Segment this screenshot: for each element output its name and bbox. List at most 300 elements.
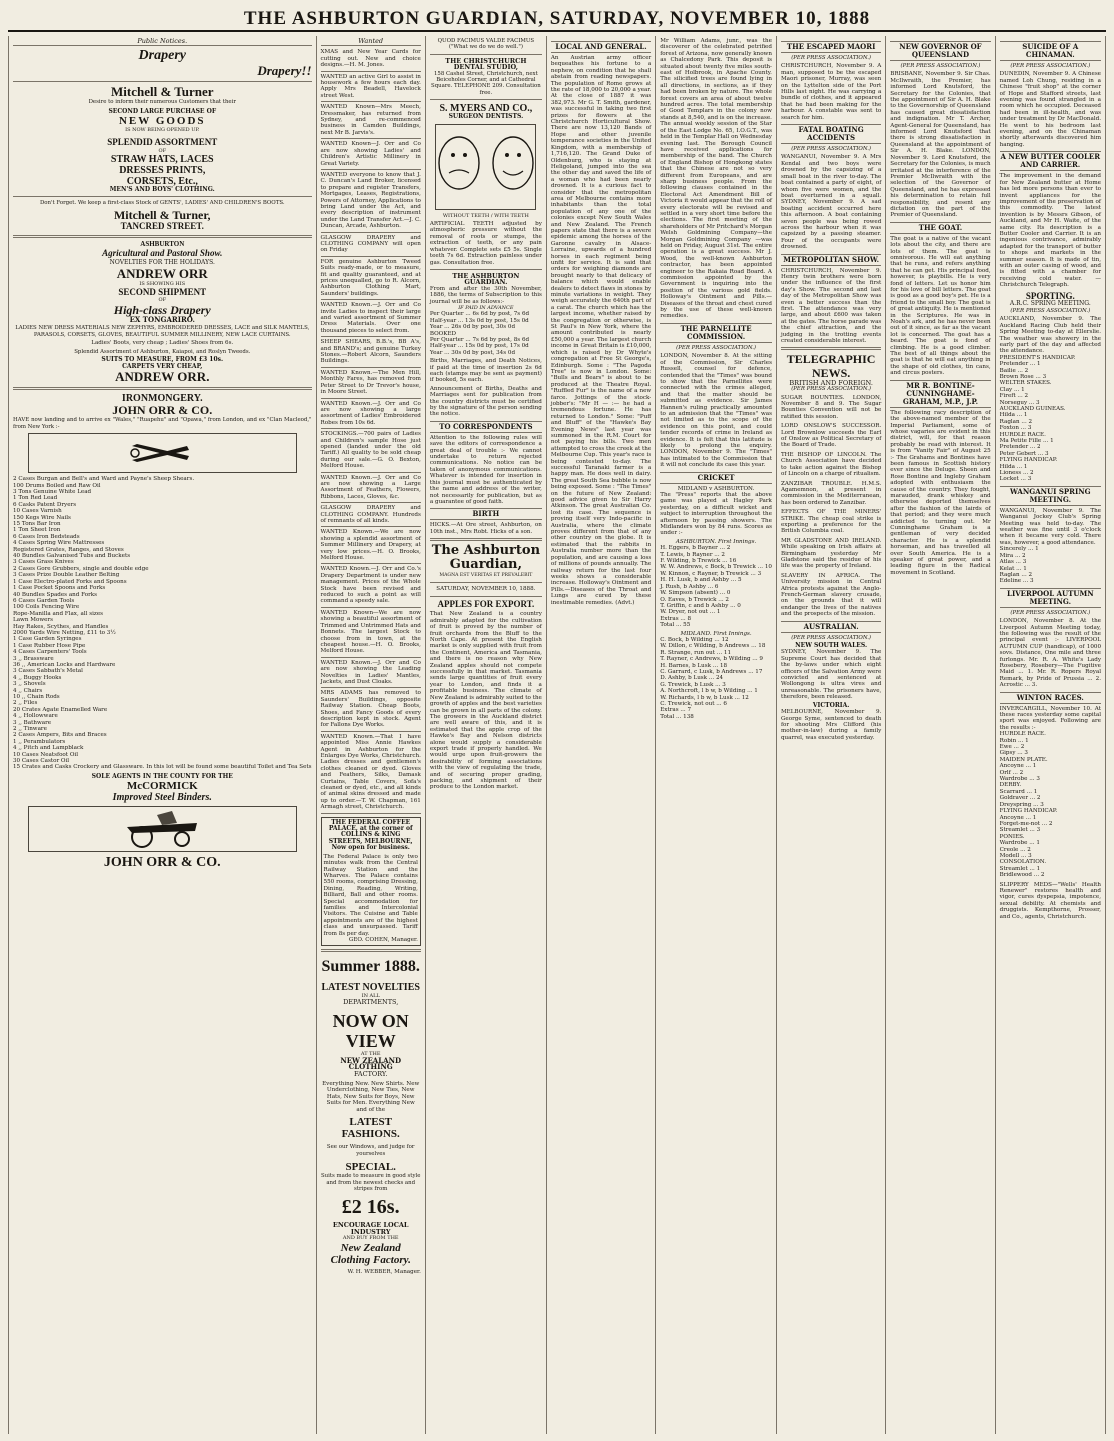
metro-title: METROPOLITAN SHOW. [781,254,881,266]
classified-ad: WANTED Known.—J. Orr and Co.'s Drapery Department is under new management. Prices of the Whole Stock have been revised and reduced to such a point as will command a speedy sale. [321,565,421,607]
terms-title: IF PAID IN ADVANCE [458,304,514,311]
column-2 [317,36,426,1434]
newspaper-page [8,36,1106,1434]
british-foreign: BRITISH AND FOREIGN. [789,378,873,387]
classified-ad: FOR genuine Ashburton Tweed Suits ready-made, or to measure, fit and quality guaranteed, and at prices unequalled, go to R. Alcorn, Ashburton Clothing Mart, Saunders' buildings. [321,258,421,300]
fatal-body: WANGANUI, November 9. A Mrs Kendal and two boys were drowned by the capsizing of a small boat in the river to-day. The boat contained a party of eight, of whom five were women, and the boat overturned in a squall. SYDNEY, November 9. A sad boating accident occurred here this afternoon. A boat containing seven people was being rowed across the harbour when it was capsized by a passing steamer. Four of the occupants were drowned. [780,154,882,251]
result-row: Ancoyne ... 1 [999,814,1037,821]
result-row: Wardrobe ... 1 [999,840,1040,847]
result-row: Mira ... 2 [999,552,1026,559]
classified-ad: GLASGOW DRAPERY and CLOTHING COMPANY. Hundreds of remnants of all kinds. [321,504,421,527]
stock-item: 3 ,, Bathware [13,719,52,726]
terms-row: Per Quarter ... 7s 6d by post, 8s 6d [429,336,530,343]
butter-cooler-body: The improvement in the demand for New Zealand butter at Home has led more persons than ever to invent appliances for the improvement of the preservation of this commodity. The latest invention is by Messrs Gibson, of Auckland, and Mr H. Waite, of the same city. Its description is a Butter Cooler and Carrier. It is an ingenious contrivance, admirably adapted for the transport of butter to shops and markets in the summer season. It is made of tin, with an outer casing of wood, and is fitted with a chamber for receiving cold water. — Christchurch Telegraph. [999,173,1101,289]
ex-tongariro: EX TONGARIRO. [129,315,195,325]
result-row: Lioness ... 2 [999,470,1034,477]
nz-clothing: NEW ZEALAND CLOTHING [340,1055,402,1072]
telegram-item: SLAVERY IN AFRICA. The University mission in Central Africa protests against the Anglo-French-German slavery crusade, on the grounds that it will endanger the lives of the natives and the prospects of the mission. [780,572,882,618]
tweeds: Splendid Assortment of Ashburton, Kaiapoi, and Roslyn Tweeds. [74,348,251,355]
stock-item: 1 Ton Red Lead [13,495,58,502]
stock-item: 1 Ton Sheet Iron [13,527,61,534]
result-row: Forget-me-not ... 2 [999,820,1053,827]
column-label: Public Notices. [13,38,312,46]
second-purchase: SECOND LARGE PURCHASE OF [108,107,217,115]
result-row: Sincerely ... 1 [999,546,1039,553]
suicide-sub: (PER PRESS ASSOCIATION.) [1010,63,1091,69]
graham-title: MR R. BONTINE-CUNNINGHAME-GRAHAM, M.P., J.P. [890,380,990,408]
result-row: Goldraver ... 2 [999,795,1041,802]
score-row: Extras ... 7 [660,707,692,714]
stock-item: 3 Cases Prize Double Leather Belting [13,572,120,579]
stock-item: 100 Drums Boiled and Raw Oil [13,482,101,489]
parnell-body: LONDON, November 8. At the sitting of the Commission, Sir Charles Russell, counsel for defence, contended that the "Times" was bound to show that the Parnellites were connected with the crimes alleged, and that the matter should be submitted as evidence. Sir James Hannen's ruling practically amounted to an admission that the "Times" was not limited as to the scope of the evidence on this point, and could tender records of crime in Ireland as evidence. It is felt that this latitude is likely to prolong the enquiry. LONDON, November 9. The "Times" has intimated to the Commission that it will not conclude its case this year. [660,353,772,469]
nsw-body: SYDNEY, November 9. The Supreme Court has decided that the by-laws under which eight officers of the Salvation Army were convicted and sentenced at Wollongong is ultra vires and unreasonable. The prisoners have, therefore, been released. [780,649,882,701]
australian-sub: (PER PRESS ASSOCIATION.) [791,634,872,641]
score-row: W. Dillon, c Wilding, b Andrews ... 18 [660,643,766,650]
score-row: Extras ... 8 [660,615,692,622]
wanted-ads [321,48,421,813]
stock-item: 10 Cases Varnish [13,508,62,515]
score-row: C. Bock, b Wilding ... 12 [660,636,729,643]
score-row: D. Ashby, b Lusk ... 24 [660,675,724,682]
result-row: Orlf ... 2 [999,769,1024,776]
stock-item: 4 ,, Chairs [13,687,43,694]
stock-item: 2 ,, Tinware [13,726,47,733]
fatal-sub: (PER PRESS ASSOCIATION.) [791,146,872,153]
motto: QUOD FACIMUS VALDE FACIMUS ("What we do we do well.") [437,38,535,51]
result-row: CONSOLATION. [999,859,1047,866]
column-3 [426,36,547,1434]
classified-ad: WANTED Known—Mrs Meech, Dressmaker, has returned from Sydney, and re-commenced business in Camden Buildings, next Mr B. Jarvis's. [321,103,421,139]
midland-scores [660,637,772,720]
drapery-heading-2: Drapery!! [257,62,312,78]
result-row: Wardrobe ... 3 [999,776,1040,783]
masthead: THE ASHBURTON GUARDIAN, SATURDAY, NOVEMBER 10, 1888 [8,6,1106,32]
surgeon-dentists: SURGEON DENTISTS. [448,113,524,121]
score-row: J. Rush, b Ashby ... 6 [660,583,719,590]
classified-ad: WANTED Known—J. Orr and Co are now showing Ladies' and Children's Artistic Millinery in Great Variety. [321,140,421,170]
stock-item: 2 Cases Ampers, Bits and Braces [13,732,107,739]
liverpool-title: LIVERPOOL AUTUMN MEETING. [1000,588,1101,608]
stock-item: 4 ,, Hollowware [13,713,58,720]
result-row: Gipsy ... 3 [999,750,1028,757]
result-row: Kelat ... 1 [999,565,1027,572]
metro-body: CHRISTCHURCH, November 9. Henry twin brothers were born under the influence of the first day's Show. The second and last day of the Metropolitan Show was even a better success than the first. The attendance was very large, and about £600 was taken at the gates. The horse parade was the chief attraction, and the judging in the trotting events created considerable interest. [780,267,882,345]
firm-name-2: Mitchell & Turner, [113,207,211,222]
stock-item: Rope-Manilla and Flax, all sizes [13,610,103,617]
result-row: Ancoyne ... 1 [999,763,1037,770]
see-windows: See our Windows, and judge for yourselves [326,1144,415,1157]
birth-title: BIRTH [430,508,542,520]
stock-item: 2 ,, Files [13,700,38,707]
result-row: Modell ... 3 [999,852,1032,859]
result-row: Hilda ... 1 [999,463,1028,470]
illustration-caption: WITHOUT TEETH / WITH TEETH [442,212,529,219]
score-row: T. Rayner, c Andrews, b Wilding ... 9 [660,656,763,663]
result-row: Raglan ... 2 [999,571,1033,578]
terms-row: Per Quarter ... 6s 6d by post, 7s 6d [429,311,530,318]
stock-item: 4 ,, Buggy Hooks [13,674,62,681]
correspondents-body: Attention to the following rules will save the editors of correspondence a great deal of trouble :- We cannot undertake to return rejected communications. No notice can be taken of anonymous communications. Whatever is intended for insertion in this journal must be authenticated by the name and address of the writer, not necessarily for publication, but as a guarantee of good faith. [429,434,542,505]
score-row: W. Simpson (absent) ... 0 [660,590,731,597]
telegraphic-title: TELEGRAPHIC NEWS. [786,352,876,380]
result-row: Streamlet ... 1 [999,865,1041,872]
stock-item: Hay Rakes, Scythes, and Handles [13,623,109,630]
result-row: Dreyspring ... 3 [999,801,1044,808]
result-row: Creole ... 2 [999,846,1031,853]
landing-notice: HAVE now landing and to arrive ex "Wales," "Ruapehu" and "Opawa," from London, and ex "Clan Macleod," from New York :- [13,417,312,430]
result-row: Hilda ... 1 [999,412,1028,419]
stock-item: 1 Case Electro-plated Forks and Spoons [13,578,127,585]
stock-item: 4 Cases Spring Wire Mattresses [13,540,105,547]
tancred-street: TANCRED STREET. [120,221,204,231]
classified-ad: WANTED Known—We are now showing a beautiful assortment of Trimmed and Untrimmed Hats and Bonnets. The largest Stock to choose from in town, at the cheapest house.—H. O. Brooks, Melford House. [321,609,421,658]
score-row: T. Lewis, b Rayner ... 2 [660,551,725,558]
telegram-item: ZANZIBAR TROUBLE. H.M.S. Agamemnon, at present in commission in the Mediterranean, has been ordered to Zanzibar. [780,480,882,506]
result-row: FLYING HANDICAP. [999,457,1058,464]
result-row: Raglan ... 2 [999,418,1033,425]
liverpool-sub: (PER PRESS ASSOCIATION.) [1010,609,1091,616]
column-label-2: Wanted [321,38,421,46]
score-row: R. Strange, run out ... 11 [660,649,732,656]
result-row: Brown Rose ... 3 [999,373,1047,380]
result-row: FLYING HANDICAP. [999,808,1058,815]
encourage: ENCOURAGE LOCAL INDUSTRY [332,1221,409,1236]
stock-item: 15 Tons Bar Iron [13,521,61,528]
latest-novelties: LATEST NOVELTIES [321,981,420,993]
stock-item: 3 Tons Genuine White Lead [13,489,92,496]
shears-icon [127,438,197,468]
telegram-item: THE BISHOP OF LINCOLN. The Church Association have decided to take action against the Bishop of Lincoln on a charge of ritualism. [780,451,882,478]
of-label: OF [158,147,167,154]
ashburton-innings: ASHBURTON. First Innings. [675,538,757,545]
cricket-title: CRICKET [660,472,772,484]
result-row: Norseguy ... 3 [999,399,1040,406]
score-row: C. Garrard, c Lusk, b Andrews ... 17 [660,668,763,675]
dental-body: 158 Cashel Street, Christchurch, next Beiceholes Corner, and at Cathedral Square. TELEPHONE 209. Consultation free. [431,70,541,96]
vic-title: VICTORIA. [812,701,850,709]
result-row: Ewe ... 2 [999,744,1025,751]
terms-row: Half-year ... 15s 0d by post, 17s 0d [429,343,529,350]
score-row: Total ... 55 [660,622,691,629]
classified-ad: SHEEP SHEARS, B.B.'s, BB A's, and BRAND's; and genuine Turkey Stones.—Robert Alcorn, Saunders Buildings. [321,338,421,368]
score-row: H. Barnes, b Lusk ... 18 [660,662,728,669]
stock-item: 2000 Yards Wire Netting, £11 to 3½ [13,629,116,636]
dental-studio: THE CHRISTCHURCH DENTAL STUDIO, [445,56,527,72]
teeth-illustration [435,124,536,210]
result-row: HURDLE RACE. [999,431,1046,438]
arc-body: AUCKLAND, November 9. The Auckland Racing Club held their Spring Meeting to-day at Ellerslie. The weather was showery in the early part of the day and affected the attendance. [999,316,1101,355]
classified-ad: WANTED Known.—J. Orr and Co are now showing the Leading Novelties in Ladies' Mantles, Jackets, and Dust Cloaks. [321,659,421,689]
escaped-body: CHRISTCHURCH, November 9. A man, supposed to be the escaped Maori prisoner, Murray, was seen on the Lyttelton side of the Port Hills last night. He was carrying a bundle of clothes, and it appeared that he had been making for the harbour. A constable was sent to search for him. [780,63,882,121]
result-row: AUCKLAND GUINEAS. [999,405,1066,412]
arc-sub: (PER PRESS ASSOCIATION.) [1010,307,1091,314]
stock-item: 3 Cases Sabbath's Metal [13,668,83,675]
terms-row: Half-year ... 13s 0d by post, 15s 0d [429,317,529,324]
result-row: HURDLE RACE. [999,731,1046,738]
binder-illustration [28,806,297,852]
terms-row: BOOKED [429,330,457,337]
ashburton-label: ASHBURTON [140,239,185,248]
andrew-orr: ANDREW ORR [116,265,208,281]
fatal-title: FATAL BOATING ACCIDENTS [781,124,881,144]
score-row: C. Trewick, not out ... 6 [660,701,727,707]
nsw-title: NEW SOUTH WALES. [795,642,868,650]
liverpool-body: LONDON, November 8. At the Liverpool Autumn Meeting today, the following was the result of the principal event :- LIVERPOOL AUTUMN CUP (handicap), of 1000 sovs. Distance, One mile and three furlongs. Mr. R. A. White's Lady Rosebery, Rosebery—The Fugitive Maid ... 1. Mr. R. Ropers Royal Remark, by Pride of Prussia ... 2. Acrostic ... 3. [999,618,1101,689]
column-5 [656,36,777,1434]
firm-name: Mitchell & Turner [110,84,214,100]
telegram-item: LORD ONSLOW'S SUCCESSOR. Lord Brownlow succeeds the Earl of Onslow as Political Secretary of the Board of Trade. [780,423,882,449]
result-row: Bailie ... 2 [999,367,1029,374]
governor-body: BRISBANE, November 9. Sir Chas. McIlwraith, the Premier, has informed Lord Knutsford, the Secretary for the Colonies, that the appointment of Sir A. H. Blake to the Governorship of Queensland has caused great dissatisfaction and indignation. Mr T. Archer, Agent-General for Queensland, has informed Lord Knutsford that there is strong dissatisfaction in Queensland at the appointment of Sir A. H. Blake. LONDON, November 9. Lord Knutsford, the Secretary for the Colonies, is much irritated at the interference of the Premier McIlwraith with the selection of the Governor of Queensland, and he has expressed his determination to retain full responsibility, and resent any dictation on the part of the Premier of Queensland. [890,71,991,219]
corsets: CORSETS, Etc., [126,176,198,187]
ladies-materials: LADIES NEW DRESS MATERIALS NEW ZEPHYRS, EMBROIDERED DRESSES, LACE and SILK MANTELS, PARASOLS, CORSETS, GLOVES, BEAUTIFUL SUMMER MILLINERY, NEW LACE CURTAINS. [15,325,310,338]
stock-item: 1 ,, Perambulators [13,738,66,745]
carpets: CARPETS VERY CHEAP, [122,362,203,370]
column-8 [996,36,1105,1434]
classified-ad: MRS ADAMS has removed to Saunders' Buildings, opposite Railway Station. Cheap Boots, Shoes, and Fancy Goods of every description kept in stock. Agent for Fallons Dye Works. [321,689,421,731]
score-row: W. W. Andrews, c Bock, b Trewick ... 10 [660,564,772,571]
straw-hats: STRAW HATS, LACES [110,154,214,165]
latest-fashions: LATEST FASHIONS. [341,1116,400,1141]
score-row: F. Wilding, b Trewick ... 16 [660,558,737,565]
wanganui-title: WANGANUI SPRING MEETING. [1000,486,1101,506]
winton-body: INVERCARGILL, November 10. At these races yesterday some capital sport was enjoyed. Following are the results :- [999,705,1101,731]
drapery-heading: Drapery [138,48,186,64]
of-label-2: OF [158,297,167,304]
suicide-body: DUNEDIN, November 9. A Chinese named Loh Chung, residing in a Chinese "fruit shop" at the corner of Hope and Stafford streets, last evening was found strangled in a room which he occupied. Deceased had been in ill-health, and was under treatment by Dr MacDonald. He went to his bedroom last evening, and on the Chinaman shortly afterwards discovered him hanging. [999,71,1101,148]
tele-sub: (PER PRESS ASSOCIATION.) [791,386,872,393]
stock-item: 20 Crates Agate Enamelled Ware [13,706,108,713]
mens-clothing: MEN'S AND BOYS' CLOTHING. [109,186,215,193]
score-row: G. Trewick, b Lusk ... 3 [660,681,726,688]
issue-date: SATURDAY, NOVEMBER 10, 1888. [436,586,536,593]
score-row: A. Northcroft, l b w, b Wilding ... 1 [660,688,758,695]
now-on-view: NOW ON VIEW [332,1010,409,1051]
price: £2 16s. [341,1196,400,1219]
andrew-orr-2: ANDREW ORR. [115,368,210,384]
stock-item: 36 ,, American Locks and Hardware [13,661,116,668]
result-row: MAIDEN PLATE. [999,756,1048,763]
result-row: Peter Gebert ... 3 [999,450,1049,457]
governor-title: NEW GOVERNOR OF QUEENSLAND [890,41,990,61]
closing-ad: SLIPPERY MEDS—"Wells' Health Renewer" restores health and vigor, cures dyspepsia, impotence, sexual debility. At chemists and druggists. Kempthorne, Prosser, and Co., agents, Christchurch. [999,881,1101,920]
column-7 [886,36,995,1434]
birth-body: HICKS.—At Ore street, Ashburton, on 10th inst., Mrs Robt. Hicks of a son. [429,522,542,535]
classified-ad: WANTED everyone to know that J. C. Duncan's Land Broker, licensed to prepare and register Transfers, Mortgages, Leases, Registrations, Powers of Attorney, Applications to bring Land under the Act, and every description of instrument under the Land Transfer Act.—J. C. Duncan, Arcade, Ashburton. [321,171,421,233]
stock-item: 150 Kegs Wire Nails [13,514,71,521]
result-row: Pretender ... 2 [999,444,1041,451]
stock-item: 1 Case Rubber Hose Pipe [13,642,86,649]
terms-row: Year ... 26s 0d by post, 30s 0d [429,324,516,331]
ironmongery: IRONMONGERY. [121,393,203,405]
summer-heading: Summer 1888. [321,958,420,976]
result-row: Foxton ... 3 [999,425,1032,432]
mccormick: McCORMICK [126,780,198,793]
result-row: Locket ... 3 [999,476,1032,483]
coffee-palace-title: THE FEDERAL COFFEE PALACE, at the corner of COLLINS & KING STREETS, MELBOURNE, Now open for business. [328,818,413,852]
arc-title: A.R.C. SPRING MEETING. [1009,300,1091,308]
novelties: NOVELTIES FOR THE HOLIDAYS. [109,259,215,267]
midland-innings: MIDLAND. First Innings. [680,630,752,637]
guardian-terms-title: THE ASHBURTON GUARDIAN. [452,271,520,287]
butter-cooler-title: A NEW BUTTER COOLER AND CARRIER. [1000,152,1101,170]
telegram-item: EFFECTS OF THE MINERS' STRIKE. The cheap coal strike is exporting a preference for the British Columbia coal. [780,509,882,535]
second-shipment: SECOND SHIPMENT [118,286,207,297]
paper-title: The Ashburton Guardian, [431,543,541,573]
coffee-palace-body: The Federal Palace is only two minutes walk from the Central Railway Station and the Wharves. The Palace contains 550 rooms, comprising Dressing, Dining, Reading, Writing, Billiard, Ball and other rooms. Special accommodation for families and Intercolonial Visitors. The Cuisine and Table appointments are of the highest class and unsurpassed. Tariff from 8s per day. [323,853,418,937]
stock-item: 2 Cases Gore Grubbers, single and double edge [13,565,149,572]
result-row: Atlas ... 3 [999,559,1027,566]
telegraphic-items [781,395,881,618]
stock-item: 4 ,, Pitch and Lampblack [13,745,84,752]
in-all: IN ALL [361,992,380,999]
classified-ad: WANTED Known.—The Men Hill, Monthly Fares, has removed from Peter Street to Dr Trevor's house, in Moore Street. [321,369,421,399]
dont-forget: Don't Forget. We keep a first-class Stock of GENTS', LADIES' AND CHILDREN'S BOOTS. [39,200,285,207]
webber: W. H. WEBBER, Manager. [347,1268,421,1275]
arc-results [1000,355,1101,483]
score-row: W. Kinnon, c Rayner, b Trewick ... 3 [660,570,762,577]
cricket-intro: The "Press" reports that the above game was played at Hagley Park yesterday, on a difficult wicket and subject to interruption throughout the afternoon by passing showers. The Midlanders won by 84 runs. Scores as under :- [660,492,772,537]
suicide-title: SUICIDE OF A CHINAMAN. [1000,41,1101,61]
is-showing: IS SHOWING HIS [139,281,186,288]
escaped-sub: (PER PRESS ASSOCIATION.) [791,55,872,61]
sporting-title: SPORTING. [1025,290,1075,301]
announce-terms: Announcement of Births, Deaths and Marriages sent for publication from the country districts must be certified by the signature of the person sending the notice. [429,385,542,418]
result-row: WELTER STAKES. [999,380,1052,387]
local-continued: Mr William Adams, junr., was the discoverer of the celebrated petrified forest of Arizona, now generally known as Chalcedony Park. This deposit is situated about twenty five miles south-east of Holbrook, in Apache County. The silicified trees are found lying in all directions, in sections, as if they had been broken by nature. The whole forest covers an area of about twelve hundred acres. The total membership of Good Templars in the colony now stands at 8,540, and is on the increase. The annual weekly session of the Star of the East Lodge No. 65, I.O.G.T., was held in the Templar Hall on Wednesday evening last. The Borough Council have received applications for membership of the band. The Church of England Bishop of Hongkong states that the Chinese are not so very different from Europeans, and are sharp business people. From the following clauses contained in the Electoral Act Amendment Bill of Victoria it would appear that the roll of every electorate will be revised and settled in a very short time before the elections. The first meeting of the shareholders of Mr Pritchard's Morgan Welsh Goldmining Company—the Morgan Goldmining Company —was held on Friday, August 31st. The entire operation is a great success. Mr J. Wood, the well-known Ashburton contractor, has been appointed engineer to the Rakaia Road Board. A commission appointed by the Government is inquiring into the position of the various gold fields. Holloway's Ointment and Pills.—Diseases of the throat and chest cured by the use of these well-known remedies. [660,38,772,320]
terms-row: Year ... 30s 0d by post, 34s 0d [429,349,516,356]
telegram-item: SUGAR BOUNTIES. LONDON, November 8 and 9. The Sugar Bounties Convention will not be ratified this session. [780,394,882,420]
governor-sub: (PER PRESS ASSOCIATION.) [900,63,981,69]
classified-ad: WANTED Known.—J. Orr and Co invite Ladies to inspect their large and varied assortment of Summer Dress Materials. Over one thousand pieces to select from. [321,301,421,337]
paper-motto: MAGNA EST VERITAS ET PREVALEBIT [439,572,533,578]
stock-item: 1 Case Pocket Spoons and Forks [13,585,106,592]
shears-illustration [28,433,297,473]
midland-title: MIDLAND v ASHBURTON. [677,485,755,492]
stock-item: 6 Cases Garden Tools [13,597,75,604]
ashburton-scores [660,545,772,628]
new-goods: NEW GOODS [118,115,206,128]
score-row: H. Eggers, b Bayner ... 2 [660,545,731,552]
lead-title: APPLES FOR EXPORT. [437,598,535,609]
wanganui-body: WANGANUI, November 9. The Wanganui Jockey Club's Spring Meeting was held to-day. The weather was fine until 3 o'clock when it became very cold. There was, however, a good attendance. [999,507,1101,546]
classified-ad: WANTED Known.—We are now showing a splendid assortment of Summer Millinery and Drapery, at very low prices.—H. O. Brooks, Melford House. [321,528,421,564]
john-orr-2: JOHN ORR & CO. [103,855,221,871]
stock-item: 10 Cases Neatsfoot Oil [13,751,78,758]
local-general-body: An Austrian army officer bequeathes his fortune to a nephew, on condition that he shall abstain from reading newspapers. The population of Rome grows at the rate of 18,000 to 20,000 a year. At the close of 1887 it was 382,973. Mr G. T. Smith, gardener, was successful in taking two first prizes for flowers at the Christchurch Horticultural Show. There are now 13,120 Bands of Hope and other juvenile temperance societies in the United Kingdom, with a membership of 1,716,120. The Grand Duke of Oldenburg, who is staying at Heligoland, jumped into the sea the other day and saved the life of a woman who had been nearly drowned. It is a curious fact to consider that the metropolitan area of Melbourne contains more inhabitants than the total population of any one of the colonies except New South Wales and New Zealand. The French papers state that there is a severe epidemic among the horses of the Garonne cavalry in Alsace-Lorraine, upwards of a hundred horses in each regiment being unfit for service. It is said that orders for weighing diamonds are brought nearly to that delicacy of balance which would enable dealers to detect flaws in stones by minute variations in weight. They weigh accurately the 640th part of a carat. The church which has the largest income, whether raised by the congregation or otherwise, is St Paul's in New York, where the amount contributed is nearly £50,000 a year. The largest church income in Great Britain is £10,000, which is raised by Dr Whyte's congregation at Free St George's, Edinburgh. Some : "The Pagoda Tree" is now in London. Some: "Bulls and Bears" is about to be produced at the Theatre Royal. "Ruffled Fur" is the name of a new farce. Jottings of the stock-jobber's: "Mr H — :— he had a tremendous fortune. He has returned to London." Some: "Puff and Bluff" of the "Hawke's Bay Evening News" last year was summoned in the R.M. Court for not paying his bills. Two men attempted to cross the creek at the Melbourne Cup. This year's race is being contested to-day. The successful Taranaki farmer is a happy man. He does well in dairy. The great South Sea bubble is now being exposed. Some : "The Times" on the future of New Zealand: good advice given to Sir Harry Atkinson. The great Australian Co. lost its case. The sequence is proving itself very Indo-pacific in Australia, where the climate proves different from that of any other country on the globe. It is estimated that the rabbits in Australia number more than the population, and are causing a loss of millions of pounds annually. The railway return for the last four weeks shows a considerable increase. Holloway's Ointment and Pills.—Diseases of the Throat and Lungs are cured by these inestimable remedies. (Advt.) [550,55,652,606]
result-row: PRESIDENT'S HANDICAP. [999,354,1076,361]
stock-item: 3 ,, Brassware [13,655,54,662]
score-row: W. Dryer, not out ... 1 [660,609,721,616]
factory: FACTORY. [353,1069,388,1078]
vic-body: MELBOURNE, November 9. George Syme, sentenced to death for shooting Mrs Clifford (his mother-in-law) during a family quarrel, was executed yesterday. [780,709,882,741]
ladies-boots: Ladies' Boots, very cheap ; Ladies' Shoes from 6s. [91,340,234,347]
suits-to-measure: SUITS TO MEASURE, FROM £3 10s. [101,356,224,364]
terms-list [430,311,542,356]
goat-body: The goat is a native of the vacant lots about the city, and there are lots of them. The goat is omnivorous. He will eat anything that he runs, and refers anything that he can get. His principal food, however, is playbills. He is very fond of letters. Let us honor him for his love of bill letters. The goat is good as a good boy's pet. He is a friend to the small boy. The goat is of great antiquity. He is mentioned in the Scriptures. He was in Noah's ark, and he has never been out of it since, as far as the vacant lot is concerned. The goat has a beard. The goat is fond of climbing. He is a good climber. The best of all things about the goat is that he will eat anything in the shape of old clothes, tin cans, and circus posters. [890,235,991,377]
goat-title: THE GOAT. [890,222,990,234]
births-terms: Births, Marriages, and Death Notices, if paid at the time of insertion 2s 6d each (stamps may be sent as payment) if booked, 5s each. [429,358,542,384]
column-6 [777,36,886,1434]
faces-icon [431,127,541,207]
result-row: Edeline ... 3 [999,578,1034,585]
nz-factory: New Zealand Clothing Factory. [330,1241,411,1266]
suits-made: Suits made to measure in good style and from the newest checks and stripes from [320,1173,421,1192]
classified-ad: WANTED Known.—J. Orr and Co are now showing a Large Assortment of Feathers, Flowers, Ribbons, Laces, Gloves, &c. [321,474,421,504]
score-row: Total ... 138 [660,713,694,720]
score-row: H. H. Lusk, b and Ashby ... 5 [660,577,742,584]
myers: S. MYERS AND CO., [439,103,533,115]
classified-ad: XMAS and New Year Cards for cutting out. New and choice designs.—H. M. Jones. [321,48,421,71]
result-row: PONIES. [999,833,1025,840]
stock-item: 6 Cases Iron Bedsteads [13,533,80,540]
coffee-palace-ad [321,817,421,947]
stock-item: 40 Bundles Spades and Forks [13,591,98,598]
stock-item: 3 Cases Grass Knives [13,559,74,566]
classified-ad: STOCKINGS.—700 pairs of Ladies and Children's sample Hose just opened (landed under the old Tariff.) All quality to be sold cheap during our sale.—G. O. Bexton, Melford House. [321,430,421,472]
escaped-title: THE ESCAPED MAORI [781,41,881,53]
being-opened: IS NOW BEING OPENED UP. [125,127,200,134]
steel-binders: Improved Steel Binders. [112,792,212,804]
stock-item: 3 ,, Shovels [13,681,46,688]
stock-item: 30 Cases Castor Oil [13,758,70,765]
myers-body: ARTIFICIAL TEETH adjusted by atmospheric pressure without the removal of roots or stumps, the extraction of teeth, or any pain whatever. Complete sets £5 5s. Single teeth 7s 6d. Extraction painless under gas. Consultation free. [429,221,542,266]
score-row: W. Richards, l b w, b Lusk ... 12 [660,694,749,701]
score-row: T. Griffin, c and b Ashby ... 0 [660,602,741,609]
splendid-assortment: SPLENDID ASSORTMENT [107,136,218,147]
guardian-terms-body: From and after the 30th November, 1886, the terms of Subscription to this journal will be as follows:- [429,285,542,305]
show-heading: Agricultural and Pastoral Show. [102,247,223,258]
local-general-title: LOCAL AND GENERAL. [551,41,651,53]
graham-body: The following racy description of the above-named member of the Imperial Parliament, some of whose vagaries are evident in this district, will, for that reason probably be read with interest. It is from "Vanity Fair" of August 25 :- The Grahams and Bontines have been famous in Scottish history ever since the Deluge. Sheen and Rose Bontine and Ingleby Graham adopted with enthusiasm the cause of the country. They fought, marauded, drank whiskey and otherwise deported themselves after the fashion of the lairds of that period; and they were much addicted to turning out. Mr Cunninghame Graham is a gentleman of very decided character. He is a splendid horseman, and has travelled all over South America. He is a speaker of great power, and a leading figure in the Radical movement in Scotland. [890,409,991,576]
result-row: Fireft ... 2 [999,393,1029,400]
buy-from: AND BUY FROM THE [342,1235,399,1242]
special: SPECIAL. [345,1161,396,1174]
high-class-drapery: High-class Drapery [113,302,211,317]
stock-item: 1 Case Garden Syringes [13,636,82,643]
result-row: Ma Petite Fille ... 1 [999,438,1054,445]
stock-list [13,476,312,771]
correspondents-title: TO CORRESPONDENTS [430,421,542,433]
australian-title: AUSTRALIAN. [781,621,881,633]
stock-item: 6 Casks Patent Dryers [13,501,77,508]
result-row: Pretender ... 1 [999,361,1041,368]
firm-tagline: Desire to inform their numerous Customers that their [88,99,236,106]
wanganui-results [1000,546,1101,584]
binder-machine-icon [117,809,207,849]
parnell-sub: (PER PRESS ASSOCIATION.) [676,344,757,351]
result-row: Scarrard ... 1 [999,788,1038,795]
parnell-title: THE PARNELLITE COMMISSION. [660,323,772,343]
stock-item: Registered Grates, Ranges, and Stoves [13,546,124,553]
telegram-item: MR GLADSTONE AND IRELAND. While speaking on Irish affairs at Birmingham yesterday Mr Gladstone said the residue of his life was the property of Ireland. [780,537,882,570]
result-row: Clay ... 1 [999,386,1025,393]
result-row: Robin ... 1 [999,737,1029,744]
dresses-prints: DRESSES PRINTS, [119,165,206,176]
stock-item: 4 Cases Carpenters' Tools [13,649,87,656]
result-row: Bridlewood ... 2 [999,872,1045,879]
john-orr: JOHN ORR & CO. [112,403,213,418]
sole-agents: SOLE AGENTS IN THE COUNTY FOR THE [91,772,233,780]
result-row: Streamlet ... 3 [999,827,1041,834]
classified-ad: WANTED Known.—J. Orr and Co are now showing a large assortment of Ladies' Embroidered Robes from 10s 6d. [321,400,421,430]
stock-item: 100 Coils Fencing Wire [13,604,80,611]
everything-new: Everything New. New Shirts. New Underclothing, New Ties, New Hats, New Suits for Boys, New Suits for Men. Everything New and of the [322,1081,420,1113]
at-the: AT THE [360,1051,381,1058]
stock-item: 2 Cases Burgan and Bell's and Ward and Payne's Sheep Shears. [13,476,195,483]
result-row: DERBY. [999,782,1022,789]
